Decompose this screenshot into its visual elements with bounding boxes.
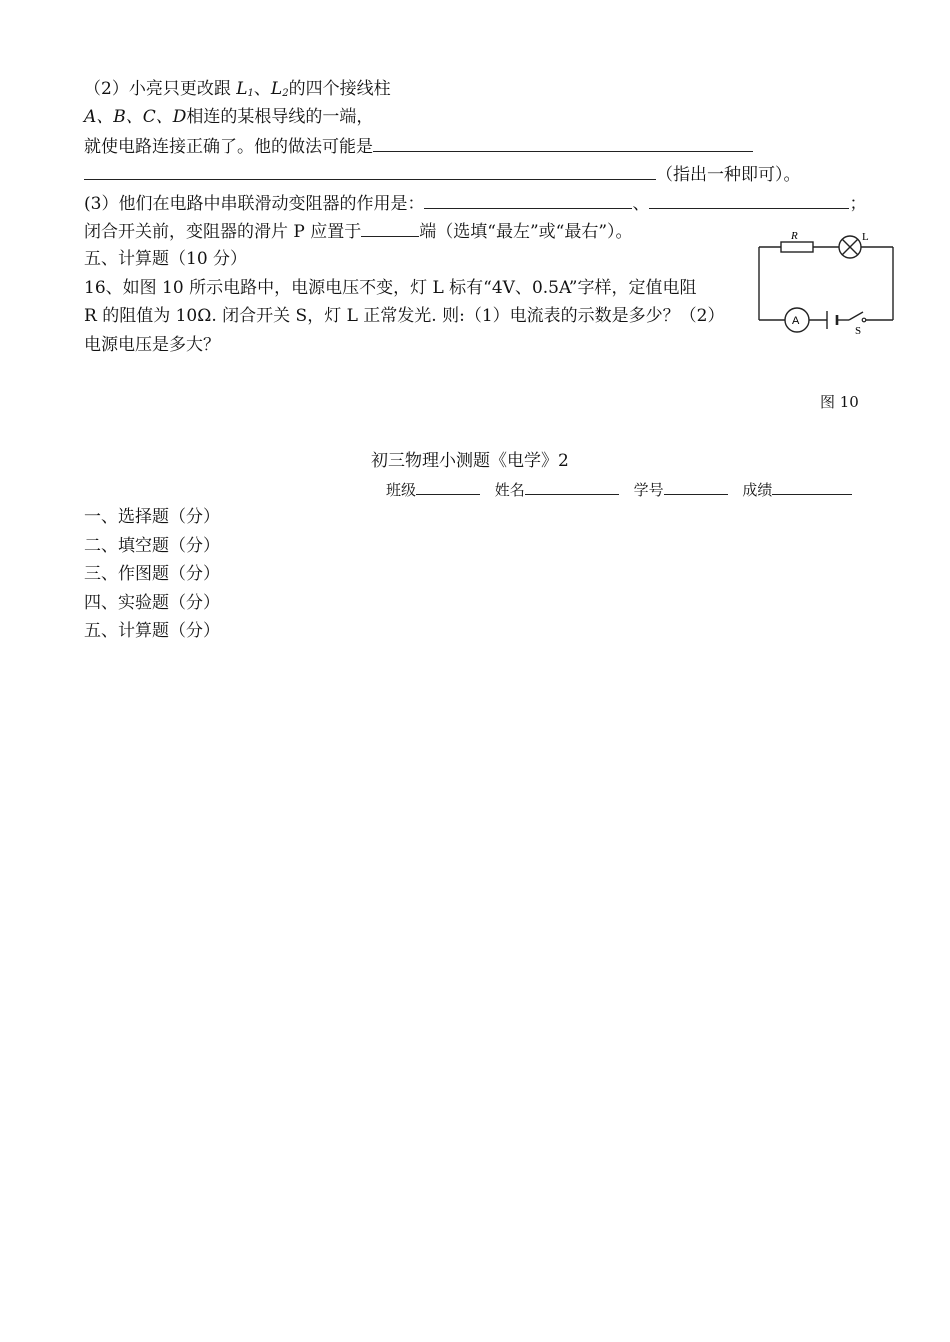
q16-line-3: 电源电压是多大？	[84, 335, 220, 355]
student-id-field: 学号	[634, 478, 728, 500]
answer-blank-q3-a[interactable]	[424, 192, 632, 209]
score-field: 成绩	[742, 478, 852, 500]
section-drawing: 三、作图题（分）	[84, 564, 220, 584]
q2-line-4: （指出一种即可）。	[84, 163, 801, 186]
score-blank[interactable]	[772, 478, 852, 495]
q16-line-1: 16、如图 10 所示电路中，电源电压不变，灯 L 标有“4V、0.5A”字样，定值电阻	[84, 278, 697, 298]
resistor-label: R	[791, 230, 798, 242]
switch-contact-icon	[862, 318, 866, 322]
student-info-fields	[386, 478, 862, 500]
section-heading-calc: 五、计算题（10 分）	[84, 249, 248, 269]
q3-line-1: (3）他们在电路中串联滑动变阻器的作用是： 、 ；	[84, 194, 867, 214]
name-field: 姓名	[495, 478, 619, 500]
q16-line-2: R 的阻值为 10Ω. 闭合开关 S，灯 L 正常发光. 则:（1）电流表的示数是多少？（2）	[84, 306, 725, 326]
q2-line-1: （2）小亮只更改跟 $L_1$、$L_2$的四个接线柱	[84, 79, 391, 99]
q2-line-3: 就使电路连接正确了。他的做法可能是	[84, 135, 753, 158]
answer-blank-q2[interactable]	[373, 135, 753, 152]
section-fill-blank: 二、填空题（分）	[84, 535, 220, 556]
terminal-letters: A、B、C、D	[84, 107, 187, 127]
answer-blank-q2-continued[interactable]	[84, 163, 656, 180]
section-list	[84, 503, 220, 646]
L1-symbol: $L_1$	[236, 79, 254, 99]
figure-caption: 图 10	[820, 393, 859, 411]
answer-blank-q3-c[interactable]	[361, 220, 419, 237]
switch-label: S	[855, 325, 862, 337]
lamp-icon	[839, 236, 861, 258]
section-choice: 一、选择题（分）	[84, 507, 220, 527]
answer-blank-q3-b[interactable]	[649, 192, 849, 209]
class-blank[interactable]	[416, 478, 480, 495]
class-field: 班级	[386, 478, 480, 500]
section-calculation: 五、计算题（分）	[84, 621, 220, 641]
name-blank[interactable]	[525, 478, 619, 495]
test-title: 初三物理小测题《电学》2	[371, 451, 569, 471]
student-id-blank[interactable]	[664, 478, 728, 495]
lamp-label: L	[862, 231, 869, 243]
battery-icon	[827, 311, 837, 329]
resistor-symbol	[781, 242, 813, 252]
L2-symbol: $L_2$	[270, 79, 289, 99]
q3-line-2: 闭合开关前，变阻器的滑片 P 应置于 端（选填“最左”或“最右”）。	[84, 222, 633, 242]
section-experiment: 四、实验题（分）	[84, 592, 220, 613]
ammeter-label: A	[792, 315, 800, 327]
circuit-diagram-figure-10	[757, 226, 897, 338]
q2-line-2: A、B、C、D相连的某根导线的一端，	[84, 107, 374, 127]
